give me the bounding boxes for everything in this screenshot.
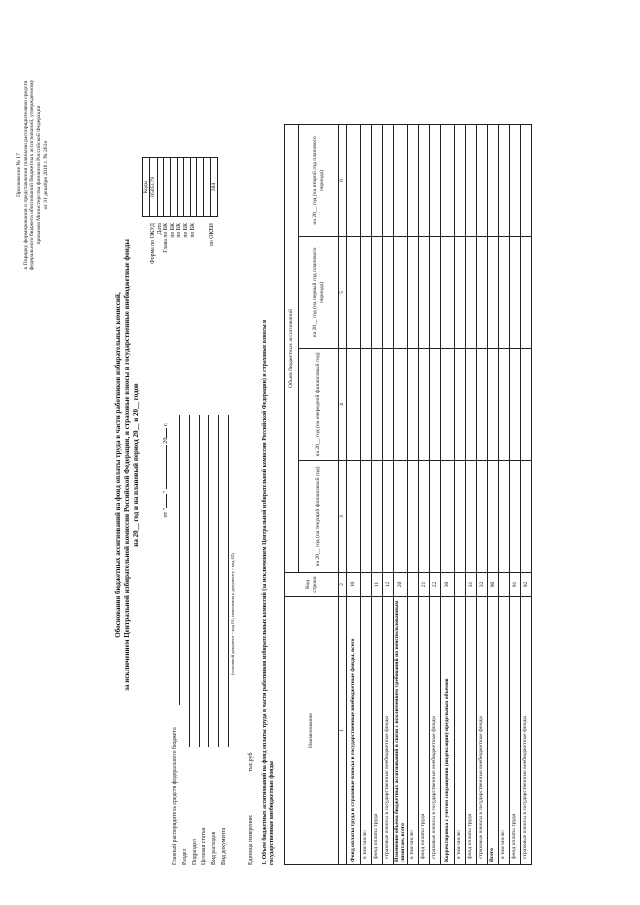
value-cell[interactable] xyxy=(499,237,510,349)
section-title: 1. Объем бюджетных ассигнований на фонд оплаты труда в части работников избирательных комиссий (за исключением Центральной избирательной комиссии Российской Федерации) и страховые взносы в государственные внебюджетные фонды xyxy=(262,319,275,865)
date-prefix: от " xyxy=(162,507,169,518)
value-cell[interactable] xyxy=(372,349,383,461)
value-cell[interactable] xyxy=(455,461,466,573)
table-row xyxy=(361,125,372,865)
field-row xyxy=(172,415,182,865)
value-cell[interactable] xyxy=(347,237,361,349)
value-cell[interactable] xyxy=(372,461,383,573)
appendix-line: федерального бюджета обоснований бюджетных ассигнований, утвержденному xyxy=(29,79,36,271)
row-name: Корректировка с учетом сокращения (индексации) предельных объемов xyxy=(441,597,455,865)
appendix-line: к Порядку формирования и представления главными распорядителями средств xyxy=(22,80,29,270)
budget-table xyxy=(284,124,532,865)
row-code: 11 xyxy=(372,573,383,597)
code-label: по БК xyxy=(176,223,183,238)
code-cell xyxy=(171,158,178,217)
value-cell[interactable] xyxy=(394,461,408,573)
appendix-line: приказом Министерства финансов Российской Федерации xyxy=(36,105,43,245)
value-cell[interactable] xyxy=(510,125,521,237)
value-cell[interactable] xyxy=(430,349,441,461)
value-cell[interactable] xyxy=(455,349,466,461)
doc-type-hint: (основной документ - код 01; изменения к документу - код 02) xyxy=(229,553,235,675)
value-cell[interactable] xyxy=(441,349,455,461)
row-code: 30 xyxy=(441,573,455,597)
value-cell[interactable] xyxy=(521,461,532,573)
value-cell[interactable] xyxy=(361,349,372,461)
value-cell[interactable] xyxy=(488,125,499,237)
value-cell[interactable] xyxy=(394,237,408,349)
value-cell[interactable] xyxy=(466,349,477,461)
value-cell[interactable] xyxy=(521,125,532,237)
table-row xyxy=(408,125,419,865)
row-name: страховые взносы в государственные внебюджетные фонды xyxy=(477,597,488,865)
value-cell[interactable] xyxy=(372,125,383,237)
value-cell[interactable] xyxy=(430,461,441,573)
col-header-plan-year-1: на 20__ год (на первый год планового периода) xyxy=(299,237,339,349)
appendix-header xyxy=(16,45,50,305)
row-name: страховые взносы в государственные внебюджетные фонды xyxy=(430,597,441,865)
table-row xyxy=(466,125,477,865)
value-cell[interactable] xyxy=(430,237,441,349)
row-code xyxy=(455,573,466,597)
value-cell[interactable] xyxy=(521,237,532,349)
value-cell[interactable] xyxy=(419,349,430,461)
value-cell[interactable] xyxy=(383,237,394,349)
field-input[interactable] xyxy=(189,415,190,747)
title-line-1: Обоснования бюджетных ассигнований на фонд оплаты труда в части работников избирательных комиссий, xyxy=(114,292,122,638)
value-cell[interactable] xyxy=(510,237,521,349)
value-cell[interactable] xyxy=(430,125,441,237)
form-title xyxy=(114,105,141,825)
col-header-current-year: на 20__ год (на текущий финансовый год) xyxy=(299,461,339,573)
title-line-2: за исключением Центральной избирательной комиссии Российской Федерации, и страховые взносы в государственные внебюджетные фонды xyxy=(123,239,132,691)
row-code: 22 xyxy=(430,573,441,597)
col-header-group: Объем бюджетных ассигнований xyxy=(285,125,299,573)
code-cell xyxy=(190,158,197,217)
field-label: Вид документа xyxy=(220,827,227,865)
code-label: Дата xyxy=(156,223,163,235)
appendix-line: от 31 декабря 2016 г. № 261н xyxy=(42,140,49,210)
field-input[interactable] xyxy=(179,415,180,705)
value-cell[interactable] xyxy=(408,237,419,349)
row-name: Изменение объема бюджетных ассигнований в связи с исключением требований по неиспользованным лимитам, всего xyxy=(394,597,408,865)
value-cell[interactable] xyxy=(419,461,430,573)
field-row xyxy=(211,415,221,865)
code-label: Глава по БК xyxy=(163,223,170,253)
units-row xyxy=(248,125,255,865)
value-cell[interactable] xyxy=(466,237,477,349)
value-cell[interactable] xyxy=(510,349,521,461)
col-header-name: Наименование xyxy=(285,597,339,865)
value-cell[interactable] xyxy=(347,461,361,573)
value-cell[interactable] xyxy=(510,461,521,573)
value-cell[interactable] xyxy=(383,461,394,573)
row-name: фонд оплаты труда xyxy=(510,597,521,865)
table-row xyxy=(488,125,499,865)
value-cell[interactable] xyxy=(347,349,361,461)
row-code: 31 xyxy=(466,573,477,597)
table-row xyxy=(510,125,521,865)
codes-header: Коды xyxy=(143,158,150,217)
row-code: 92 xyxy=(521,573,532,597)
field-label: Вид расходов xyxy=(211,831,218,865)
col-header-plan-year-2: на 20__ год (на второй год планового периода) xyxy=(299,125,339,237)
code-cell xyxy=(164,158,171,217)
codes-box xyxy=(142,157,218,217)
value-cell[interactable] xyxy=(477,125,488,237)
table-row xyxy=(521,125,532,865)
field-input[interactable] xyxy=(208,415,209,747)
col-header-code: Код строки xyxy=(285,573,339,597)
field-row xyxy=(182,415,192,865)
appendix-title: Приложение № 17 xyxy=(16,153,22,197)
row-code xyxy=(499,573,510,597)
value-cell[interactable] xyxy=(383,125,394,237)
row-name: страховые взносы в государственные внебюджетные фонды xyxy=(383,597,394,865)
value-cell[interactable] xyxy=(455,125,466,237)
row-name: в том числе: xyxy=(499,597,510,865)
value-cell[interactable] xyxy=(477,237,488,349)
code-cell: 0505179 xyxy=(150,158,157,217)
code-cell xyxy=(157,158,164,217)
code-cell xyxy=(177,158,184,217)
value-cell[interactable] xyxy=(499,461,510,573)
table-row xyxy=(499,125,510,865)
field-label: Раздел xyxy=(181,848,188,865)
field-row xyxy=(201,415,211,865)
row-name: фонд оплаты труда xyxy=(419,597,430,865)
table-row xyxy=(441,125,455,865)
row-code: 91 xyxy=(510,573,521,597)
field-label: Целевая статья xyxy=(201,827,208,865)
date-suffix: г. xyxy=(162,422,169,426)
field-label: Подраздел xyxy=(191,839,198,865)
field-label: Главный распорядитель средств федерального бюджета xyxy=(172,727,178,865)
row-name: Всего xyxy=(488,597,499,865)
code-label xyxy=(203,223,210,365)
value-cell[interactable] xyxy=(466,461,477,573)
field-input[interactable] xyxy=(218,415,219,747)
value-cell[interactable] xyxy=(394,349,408,461)
value-cell[interactable] xyxy=(361,461,372,573)
col-header-next-year: на 20__ год (на очередной финансовый год) xyxy=(299,349,339,461)
value-cell[interactable] xyxy=(499,125,510,237)
value-cell[interactable] xyxy=(441,125,455,237)
value-cell[interactable] xyxy=(419,125,430,237)
code-label: по БК xyxy=(169,223,176,238)
value-cell[interactable] xyxy=(455,237,466,349)
value-cell[interactable] xyxy=(419,237,430,349)
title-line-3: на 20__ год и на плановый период 20__ и 20__ годов xyxy=(132,383,141,547)
row-name: в том числе: xyxy=(408,597,419,865)
code-label: Форма по ОКУД xyxy=(150,223,156,264)
value-cell[interactable] xyxy=(488,461,499,573)
row-name: фонд оплаты труда xyxy=(372,597,383,865)
col-number: 4 xyxy=(339,349,347,461)
value-cell[interactable] xyxy=(408,349,419,461)
table-row xyxy=(347,125,361,865)
table-row xyxy=(455,125,466,865)
units-label: Единица измерения: xyxy=(248,814,254,865)
form-date xyxy=(160,395,169,545)
col-number: 2 xyxy=(339,573,347,597)
table-row xyxy=(419,125,430,865)
value-cell[interactable] xyxy=(488,349,499,461)
field-input[interactable] xyxy=(199,415,200,747)
code-label: по БК xyxy=(189,223,196,238)
value-cell[interactable] xyxy=(408,125,419,237)
row-code: 21 xyxy=(419,573,430,597)
value-cell[interactable] xyxy=(441,461,455,573)
value-cell[interactable] xyxy=(441,237,455,349)
row-code: 20 xyxy=(394,573,408,597)
table-row xyxy=(430,125,441,865)
value-cell[interactable] xyxy=(521,349,532,461)
units-value: тыс.руб xyxy=(248,752,254,772)
value-cell[interactable] xyxy=(499,349,510,461)
value-cell[interactable] xyxy=(408,461,419,573)
table-body xyxy=(347,125,532,865)
code-label xyxy=(196,223,203,365)
codes-labels xyxy=(150,223,216,365)
value-cell[interactable] xyxy=(477,461,488,573)
col-number: 3 xyxy=(339,461,347,573)
value-cell[interactable] xyxy=(361,237,372,349)
form-fields xyxy=(172,415,235,865)
value-cell[interactable] xyxy=(361,125,372,237)
row-name: страховые взносы в государственные внебюджетные фонды xyxy=(521,597,532,865)
row-code xyxy=(408,573,419,597)
row-code xyxy=(361,573,372,597)
code-label: по БК xyxy=(182,223,189,238)
field-row xyxy=(192,415,202,865)
row-name: в том числе: xyxy=(455,597,466,865)
value-cell[interactable] xyxy=(477,349,488,461)
table-row xyxy=(372,125,383,865)
value-cell[interactable] xyxy=(466,125,477,237)
value-cell[interactable] xyxy=(347,125,361,237)
value-cell[interactable] xyxy=(394,125,408,237)
date-quote: " xyxy=(162,490,169,494)
value-cell[interactable] xyxy=(383,349,394,461)
code-cell xyxy=(184,158,191,217)
col-number: 5 xyxy=(339,237,347,349)
code-cell xyxy=(204,158,211,217)
row-name: Фонд оплаты труда и страховые взносы в государственные внебюджетные фонды, всего xyxy=(347,597,361,865)
table-row xyxy=(383,125,394,865)
row-code: 12 xyxy=(383,573,394,597)
table-row xyxy=(477,125,488,865)
table-row xyxy=(394,125,408,865)
value-cell[interactable] xyxy=(372,237,383,349)
col-number: 6 xyxy=(339,125,347,237)
row-code: 90 xyxy=(488,573,499,597)
code-cell: 384 xyxy=(210,158,217,217)
date-year-prefix: 20 xyxy=(162,437,169,444)
code-label: по ОКЕИ xyxy=(209,223,216,247)
row-code: 32 xyxy=(477,573,488,597)
row-code: 10 xyxy=(347,573,361,597)
code-cell xyxy=(197,158,204,217)
row-name: фонд оплаты труда xyxy=(466,597,477,865)
row-name: в том числе: xyxy=(361,597,372,865)
value-cell[interactable] xyxy=(488,237,499,349)
col-number: 1 xyxy=(339,597,347,865)
